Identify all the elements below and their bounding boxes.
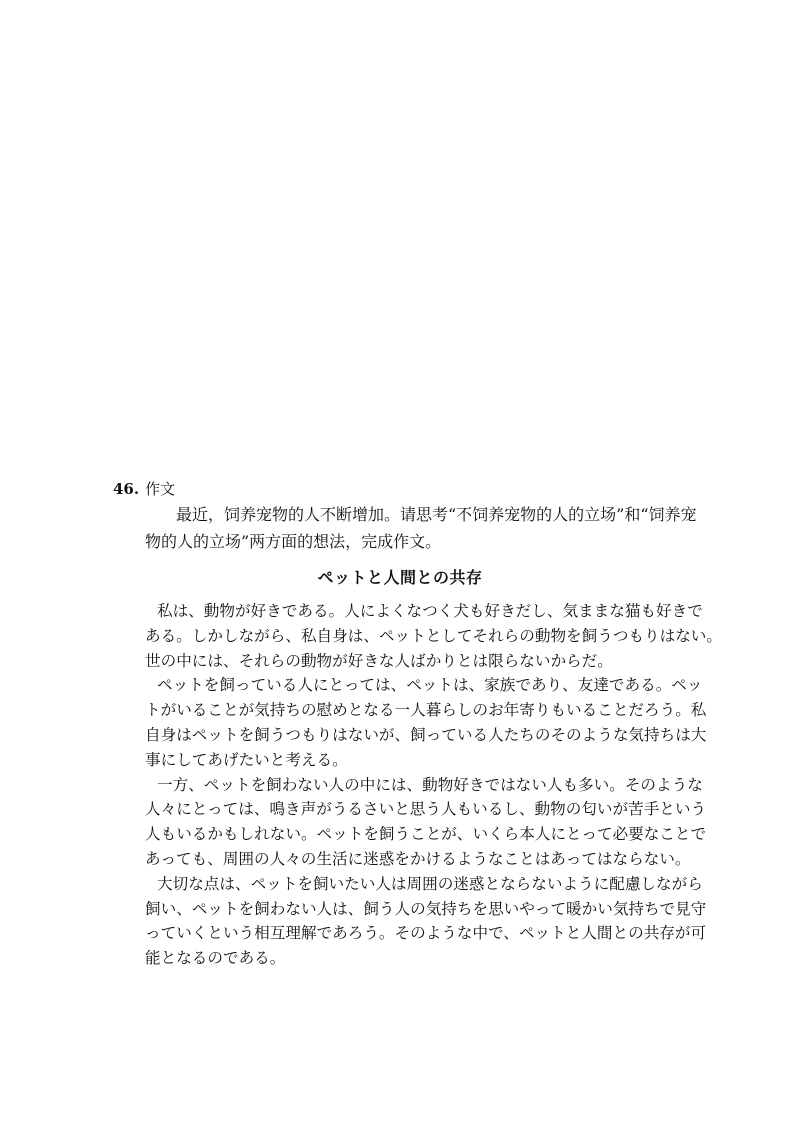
essay-line: 私は、動物が好きである。人によくなつく犬も好きだし、気ままな猫も好きで — [157, 602, 703, 620]
question-label: 作文 — [145, 480, 176, 498]
essay-line: 能となるのである。 — [145, 949, 286, 968]
essay-title: ペットと人間との共存 — [317, 568, 483, 587]
question-header — [113, 478, 175, 500]
essay-line: ある。しかしながら、私自身は、ペットとしてそれらの動物を飼うつもりはない。 — [145, 626, 722, 645]
prompt-line: 物的人的立场”两方面的想法，完成作文。 — [145, 532, 442, 551]
essay-prompt — [145, 501, 705, 555]
essay-line: 飼い、ペットを飼わない人は、飼う人の気持ちを思いやって暖かい気持ちで見守 — [145, 899, 707, 918]
essay-line: 世の中には、それらの動物が好きな人ばかりとは限らないからだ。 — [145, 651, 613, 670]
essay-line: 人もいるかもしれない。ペットを飼うことが、いくら本人にとって必要なことで — [145, 825, 707, 844]
essay-body — [145, 599, 722, 971]
essay-line: あっても、周囲の人々の生活に迷惑をかけるようなことはあってはならない。 — [145, 849, 691, 868]
essay-line: 人々にとっては、鳴き声がうるさいと思う人もいるし、動物の匂いが苦手という — [145, 800, 707, 819]
essay-line: 自身はペットを飼うつもりはないが、飼っている人たちのそのような気持ちは大 — [145, 725, 707, 744]
essay-line: トがいることが気持ちの慰めとなる一人暮らしのお年寄りもいることだろう。私 — [145, 701, 707, 720]
essay-line: っていくという相互理解であろう。そのような中で、ペットと人間との共存が可 — [145, 924, 707, 943]
essay-line: 事にしてあげたいと考える。 — [145, 750, 348, 769]
prompt-line: 最近，饲养宠物的人不断增加。请思考“不饲养宠物的人的立场”和“饲养宠 — [176, 505, 697, 524]
essay-line: 大切な点は、ペットを飼いたい人は周囲の迷惑とならないように配慮しながら — [157, 874, 703, 893]
essay-line: ペットを飼っている人にとっては、ペットは、家族であり、友達である。ペッ — [157, 676, 703, 695]
question-number: 46. — [113, 480, 140, 498]
essay-line: 一方、ペットを飼わない人の中には、動物好きではない人も多い。そのような — [157, 775, 703, 794]
